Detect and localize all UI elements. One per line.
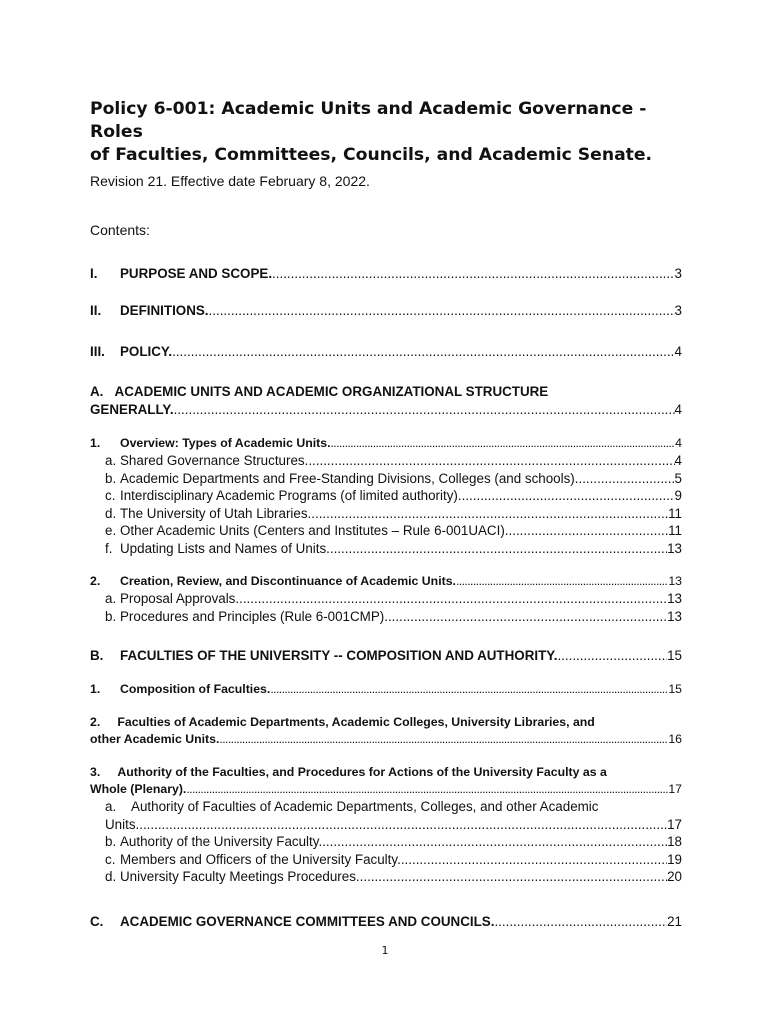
leader-dots [330, 435, 675, 452]
leader-dots [139, 816, 667, 834]
toc-page: 20 [667, 869, 682, 884]
toc-label: University Faculty Meetings Procedures. [120, 869, 360, 884]
contents-label: Contents: [90, 222, 150, 238]
toc-entry-overview[interactable] [90, 435, 682, 452]
leader-dots [172, 343, 674, 361]
leader-dots [322, 833, 667, 851]
toc-label-line-2: GENERALLY. [90, 402, 174, 417]
toc-page: 13 [667, 591, 682, 606]
toc-page: 5 [674, 470, 682, 486]
toc-subitem[interactable] [90, 470, 682, 488]
toc-label: DEFINITIONS. [120, 303, 209, 318]
toc-entry-creation-review[interactable] [90, 573, 682, 590]
toc-page: 17 [668, 782, 682, 796]
toc-label-line-1: A. ACADEMIC UNITS AND ACADEMIC ORGANIZATIONAL STRUCTURE [90, 384, 549, 399]
toc-label: Academic Departments and Free-Standing Divisions, Colleges (and schools). [120, 470, 579, 486]
title-line-1: Policy 6-001: Academic Units and Academic Governance - Roles [90, 99, 647, 142]
toc-subitem[interactable] [90, 452, 682, 470]
leader-dots [311, 505, 668, 523]
leader-dots [456, 573, 668, 590]
leader-dots [505, 522, 668, 540]
toc-label: Interdisciplinary Academic Programs (of limited authority). [120, 488, 462, 503]
leader-dots [270, 681, 668, 698]
leader-dots [239, 590, 667, 608]
leader-dots [209, 302, 675, 320]
toc-page: 13 [668, 574, 682, 588]
toc-subitem[interactable] [90, 868, 682, 886]
leader-dots [401, 851, 667, 869]
toc-label: Procedures and Principles (Rule 6-001CMP). [120, 608, 388, 624]
toc-page: 11 [668, 505, 682, 521]
toc-page: 21 [667, 913, 682, 929]
toc-number: II. [90, 303, 102, 318]
toc-page: 19 [667, 851, 682, 867]
toc-letter: b. [105, 834, 117, 849]
leader-dots [388, 608, 667, 626]
toc-label: Proposal Approvals. [120, 591, 240, 606]
toc-letter: b. [105, 470, 117, 486]
leader-dots [272, 265, 675, 283]
toc-entry-policy[interactable] [90, 343, 682, 361]
leader-dots [186, 781, 668, 798]
toc-page: 18 [667, 834, 682, 849]
table-of-contents [90, 265, 682, 931]
revision-line: Revision 21. Effective date February 8, 2022. [90, 173, 370, 189]
document-title [90, 98, 682, 167]
toc-number: I. [90, 266, 98, 281]
toc-subitem[interactable] [90, 505, 682, 523]
toc-subitem[interactable] [90, 540, 682, 558]
toc-entry-faculties-of-units[interactable] [90, 714, 682, 748]
toc-letter: a. [105, 453, 117, 468]
toc-label-line-1: 3. Authority of the Faculties, and Procedures for Actions of the University Faculty as a [90, 765, 607, 779]
toc-page: 4 [674, 344, 682, 359]
toc-subitem[interactable] [90, 851, 682, 869]
toc-page: 3 [674, 266, 682, 281]
toc-number: 1. [90, 436, 101, 450]
toc-subitem[interactable] [90, 522, 682, 540]
page-number: 1 [381, 944, 389, 957]
toc-number: III. [90, 344, 105, 359]
toc-letter: c. [105, 488, 116, 503]
toc-subitem[interactable] [90, 608, 682, 626]
toc-number: 2. [90, 574, 101, 588]
toc-page: 17 [667, 816, 682, 832]
toc-label: Members and Officers of the University Faculty. [120, 851, 401, 867]
leader-dots [174, 401, 675, 419]
toc-page: 15 [668, 682, 682, 696]
toc-page: 9 [674, 488, 682, 503]
toc-page: 4 [674, 453, 682, 468]
toc-number: 1. [90, 682, 101, 696]
leader-dots [578, 470, 674, 488]
toc-label: POLICY. [120, 344, 173, 359]
toc-entry-section-c[interactable] [90, 913, 682, 931]
toc-page: 11 [668, 523, 682, 538]
toc-letter: c. [105, 851, 116, 867]
leader-dots [557, 647, 667, 665]
toc-subitem[interactable] [90, 487, 682, 505]
title-line-2: of Faculties, Committees, Councils, and Academic Senate. [90, 145, 653, 165]
toc-letter: e. [105, 523, 117, 538]
toc-page: 13 [667, 608, 682, 624]
toc-page: 16 [668, 732, 682, 746]
toc-label: Composition of Faculties. [120, 682, 271, 696]
toc-label-line-2: Units. [105, 816, 140, 832]
toc-letter: d. [105, 505, 117, 521]
leader-dots [219, 731, 668, 748]
toc-subitem[interactable] [90, 798, 682, 833]
toc-label-line-1: a. Authority of Faculties of Academic Departments, Colleges, and other Academic [105, 799, 599, 814]
toc-page: 4 [675, 436, 682, 450]
toc-entry-authority[interactable] [90, 764, 682, 798]
toc-entry-section-b[interactable] [90, 647, 682, 665]
toc-label: Overview: Types of Academic Units. [120, 436, 331, 450]
document-page [90, 98, 682, 931]
toc-subitem[interactable] [90, 590, 682, 608]
toc-label-line-1: 2. Faculties of Academic Departments, Academic Colleges, University Libraries, and [90, 715, 595, 729]
toc-page: 15 [667, 648, 682, 663]
leader-dots [360, 868, 667, 886]
toc-label-line-2: Whole (Plenary). [90, 782, 187, 796]
leader-dots [308, 452, 674, 470]
toc-number: B. [90, 648, 104, 663]
toc-number: C. [90, 913, 104, 929]
toc-label: Other Academic Units (Centers and Institutes – Rule 6-001UACI) [120, 523, 505, 538]
toc-subitem[interactable] [90, 833, 682, 851]
toc-label: Creation, Review, and Discontinuance of Academic Units. [120, 574, 456, 588]
toc-page: 4 [674, 402, 682, 417]
toc-label: ACADEMIC GOVERNANCE COMMITTEES AND COUNCILS. [120, 913, 495, 929]
toc-label: Updating Lists and Names of Units [120, 540, 327, 556]
toc-label: The University of Utah Libraries. [120, 505, 312, 521]
toc-page: 3 [674, 303, 682, 318]
toc-label-line-2: other Academic Units. [90, 732, 220, 746]
toc-letter: f. [105, 540, 113, 556]
toc-letter: a. [105, 591, 117, 606]
toc-label: Shared Governance Structures. [120, 453, 309, 468]
toc-entry-section-a[interactable] [90, 383, 682, 419]
toc-page: 13 [667, 540, 682, 556]
toc-entry-purpose[interactable] [90, 265, 682, 283]
leader-dots [494, 913, 667, 931]
toc-entry-definitions[interactable] [90, 302, 682, 320]
leader-dots [326, 540, 667, 558]
toc-entry-composition[interactable] [90, 681, 682, 698]
toc-label: FACULTIES OF THE UNIVERSITY -- COMPOSITION AND AUTHORITY. [120, 648, 558, 663]
toc-letter: b. [105, 608, 117, 624]
leader-dots [462, 487, 675, 505]
toc-letter: d. [105, 869, 117, 884]
toc-label: Authority of the University Faculty. [120, 834, 323, 849]
toc-label: PURPOSE AND SCOPE. [120, 266, 273, 281]
